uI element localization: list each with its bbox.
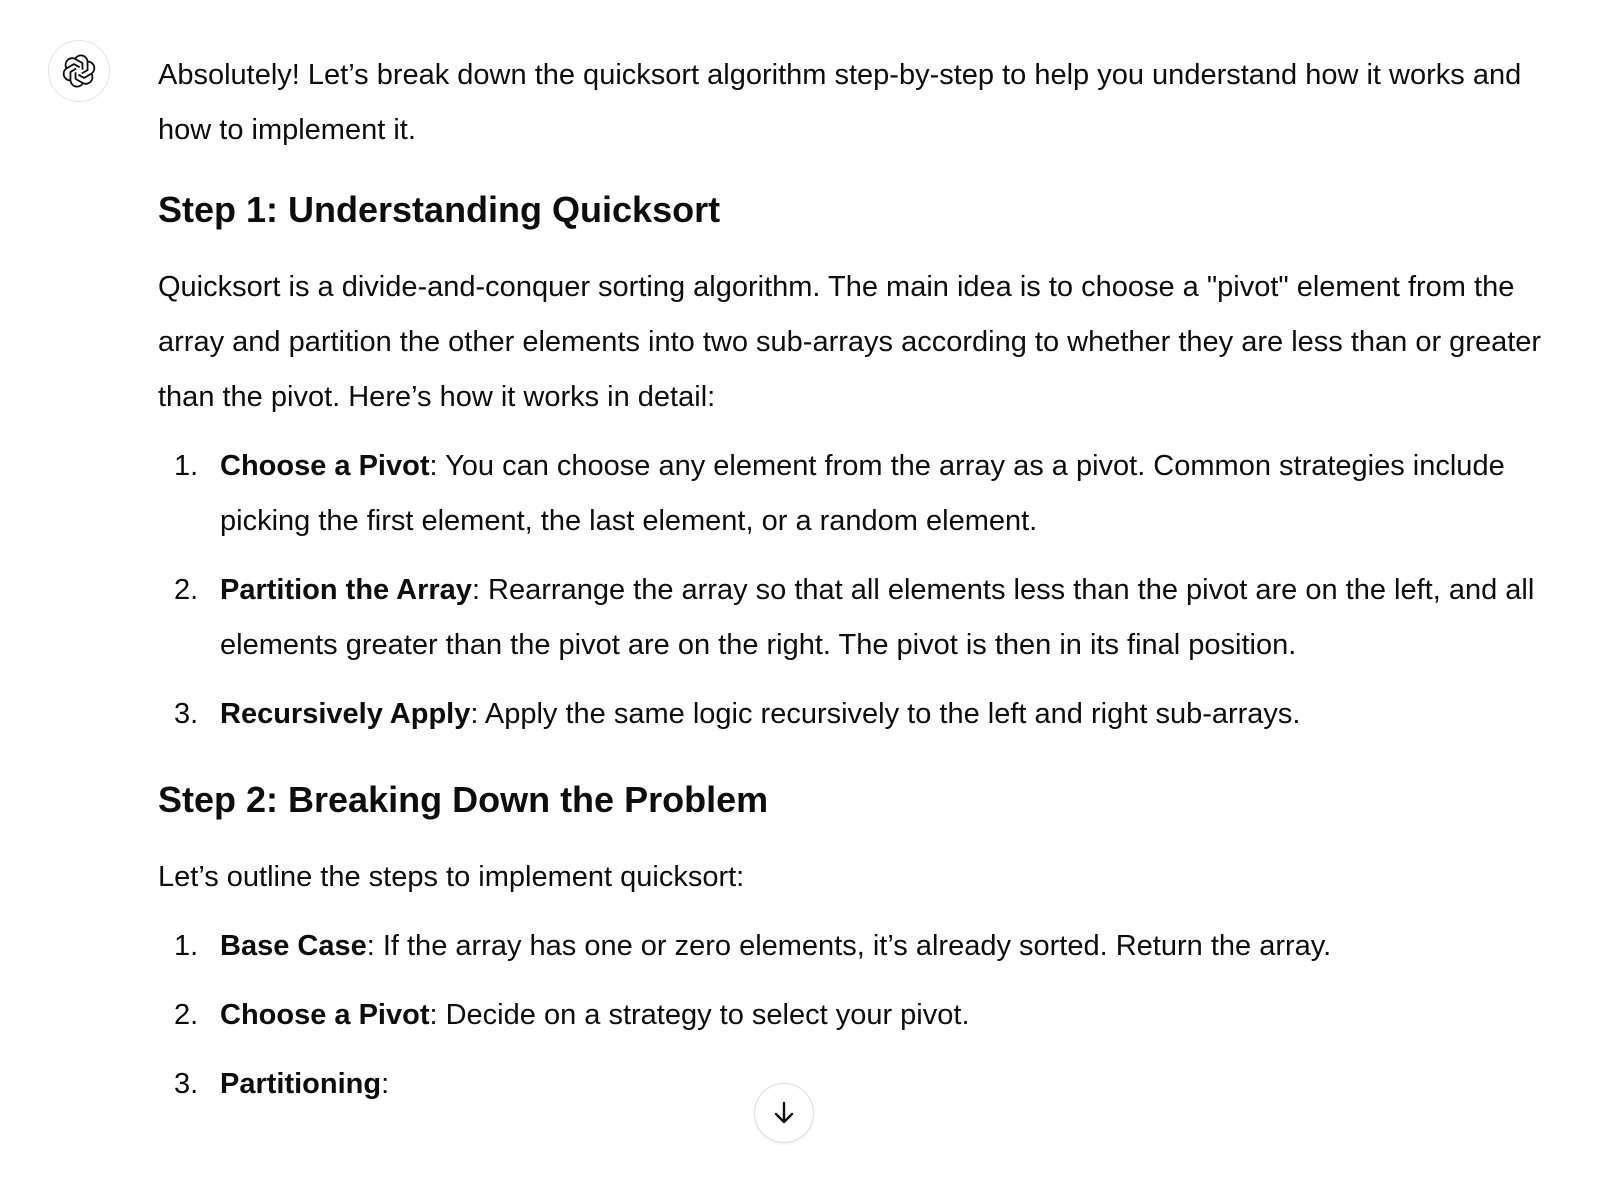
arrow-down-icon [769, 1098, 799, 1128]
list-item [158, 1057, 1543, 1112]
list-item [158, 919, 1543, 974]
list-number: 1. [174, 450, 199, 482]
step1-paragraph: Quicksort is a divide-and-conquer sorting algorithm. The main idea is to choose a "pivot" element from the array and partition the other elements into two sub-arrays according to whether they are less than or greater than the pivot. Here’s how it works in detail: [158, 271, 1542, 413]
list-item [158, 988, 1543, 1043]
step2-heading: Step 2: Breaking Down the Problem [158, 779, 769, 820]
list-item-text: : You can choose any element from the array as a pivot. Common strategies include picking the first element, the last element, or a random element. [220, 450, 1505, 537]
list-item-text: : If the array has one or zero elements, it’s already sorted. Return the array. [366, 930, 1332, 962]
list-item-text: : Rearrange the array so that all elements less than the pivot are on the left, and all elements greater than the pivot are on the right. The pivot is then in its final position. [220, 574, 1535, 661]
list-number: 3. [174, 1068, 199, 1100]
list-item [158, 563, 1543, 673]
intro-paragraph: Absolutely! Let’s break down the quicksort algorithm step-by-step to help you understand how it works and how to implement it. [158, 59, 1522, 146]
list-item-title: Recursively Apply [220, 698, 471, 730]
list-item-title: Partitioning [220, 1068, 382, 1100]
openai-logo-icon [60, 52, 98, 90]
list-number: 2. [174, 999, 199, 1031]
list-item [158, 439, 1543, 549]
list-number: 3. [174, 698, 199, 730]
step1-list [158, 439, 1543, 742]
list-item-title: Choose a Pivot [220, 450, 430, 482]
list-item-title: Choose a Pivot [220, 999, 430, 1031]
list-item-text: : Apply the same logic recursively to the left and right sub-arrays. [470, 698, 1301, 730]
step2-paragraph: Let’s outline the steps to implement quicksort: [158, 861, 745, 893]
list-item-title: Base Case [220, 930, 367, 962]
step2-list [158, 919, 1543, 1112]
assistant-avatar [48, 40, 110, 102]
list-item-title: Partition the Array [220, 574, 472, 606]
assistant-message [158, 48, 1543, 1126]
list-number: 1. [174, 930, 199, 962]
list-item [158, 687, 1543, 742]
list-item-text: : Decide on a strategy to select your pivot. [429, 999, 970, 1031]
step1-heading: Step 1: Understanding Quicksort [158, 189, 721, 230]
scroll-to-bottom-button[interactable] [754, 1083, 814, 1143]
list-item-text: : [381, 1068, 390, 1100]
list-number: 2. [174, 574, 199, 606]
